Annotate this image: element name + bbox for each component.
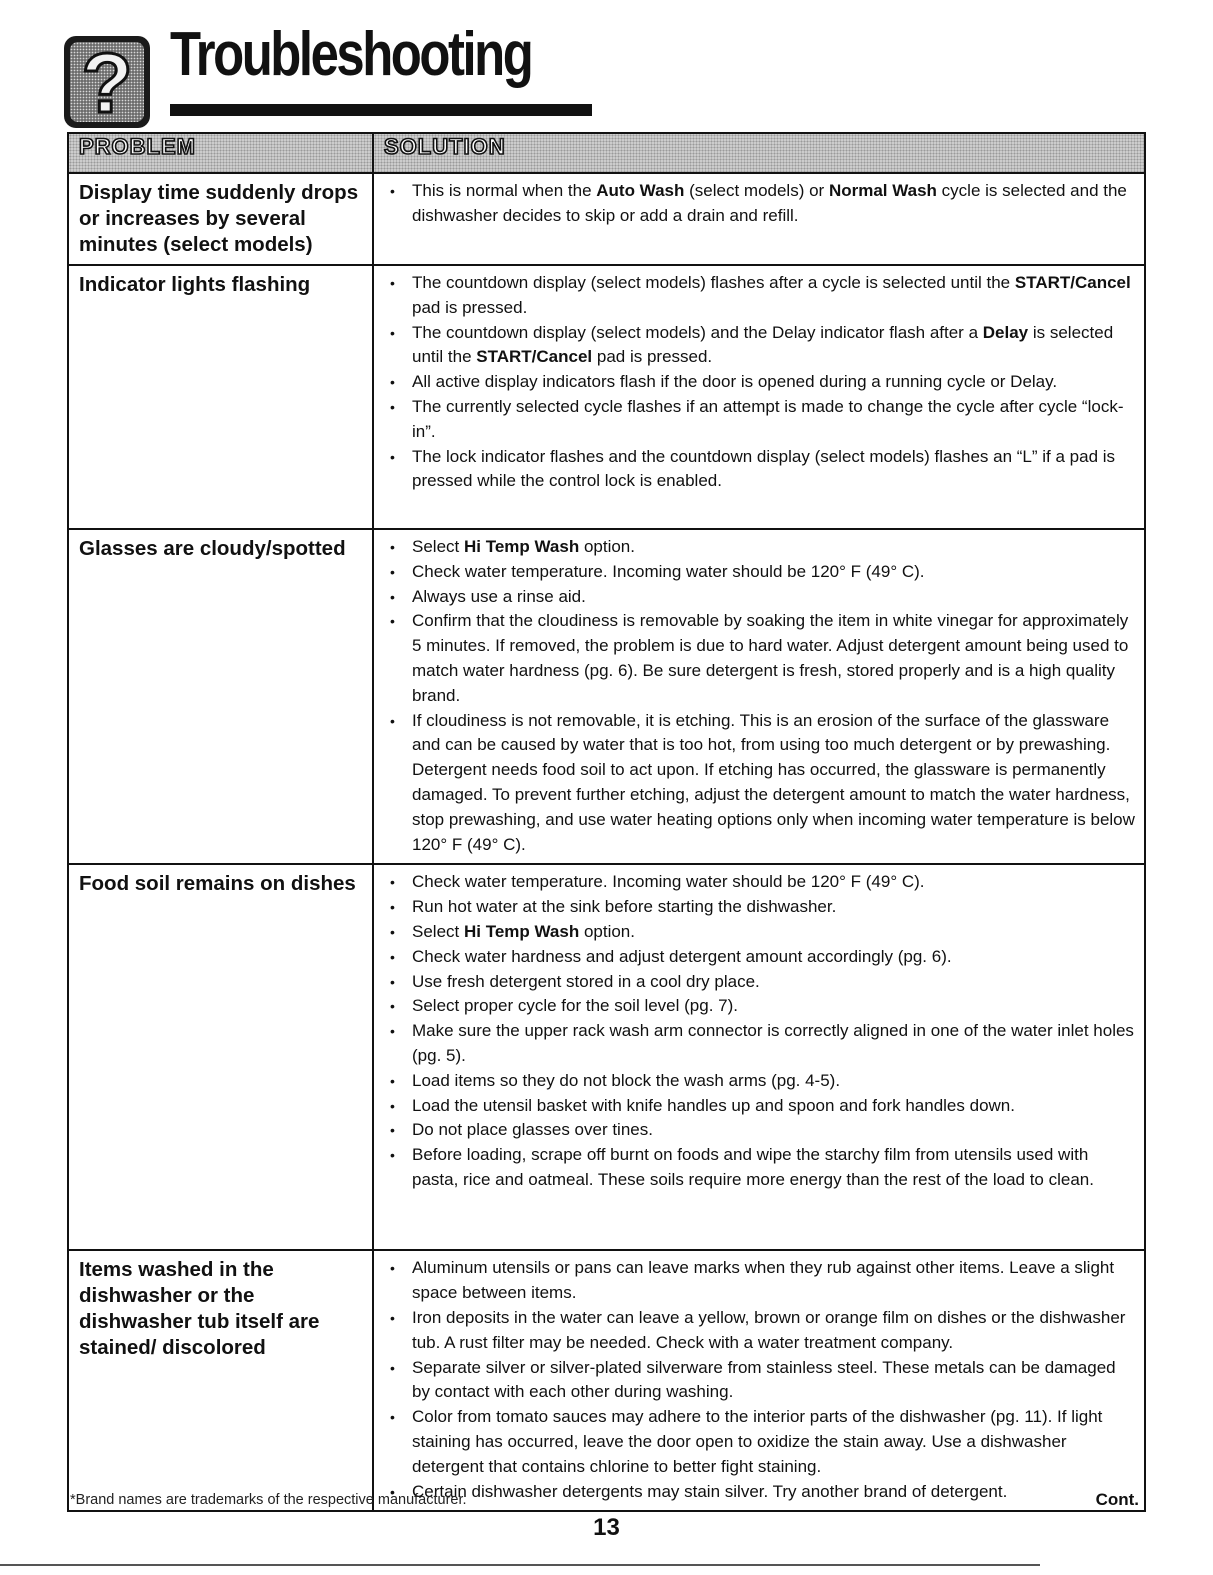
text-run: All active display indicators flash if the door is opened during a running cycle or Delay. [412, 372, 1058, 392]
solution-cell [373, 265, 1145, 529]
text-run: Use fresh detergent stored in a cool dry place. [412, 971, 760, 991]
text-run: Color from tomato sauces may adhere to the interior parts of the dishwasher (pg. 11). If light staining has occurred, leave the door open to oxidize the stain away. Use a dishwasher detergent that contains chlorine to better fight staining. [412, 1407, 1103, 1476]
list-item [386, 560, 1136, 585]
list-item [386, 1256, 1136, 1306]
list-item [386, 321, 1136, 371]
text-run: is selected until the [412, 322, 1114, 367]
text-run: Select proper cycle for the soil level (pg. 7). [412, 996, 738, 1016]
emphasized-term: START/Cancel [1014, 273, 1131, 292]
solution-cell [373, 173, 1145, 265]
text-run: Before loading, scrape off burnt on foods and wipe the starchy film from utensils used with pasta, rice and oatmeal. These soils require more energy than the rest of the load to clean. [412, 1145, 1094, 1189]
list-item [386, 709, 1136, 858]
list-item [386, 370, 1136, 395]
list-item [386, 895, 1136, 920]
text-run: cycle is selected and the dishwasher decides to skip or add a drain and refill. [412, 181, 1127, 225]
text-run: Aluminum utensils or pans can leave marks when they rub against other items. Leave a slight space between items. [412, 1258, 1115, 1303]
problem-cell: Items washed in the dishwasher or the dishwasher tub itself are stained/ discolored [68, 1250, 373, 1511]
page-number: 13 [593, 1514, 620, 1541]
table-row [68, 265, 1145, 529]
text-run: Check water temperature. Incoming water should be 120° F (49° C). [412, 561, 925, 581]
text-run: Do not place glasses over tines. [412, 1120, 653, 1140]
solution-cell [373, 1250, 1145, 1511]
problem-cell: Food soil remains on dishes [68, 864, 373, 1250]
solution-cell [373, 529, 1145, 864]
footnote: *Brand names are trademarks of the respective manufacturer. [70, 1492, 467, 1508]
emphasized-term: Delay [982, 322, 1029, 342]
page-header [64, 14, 534, 128]
text-run: The lock indicator flashes and the countdown display (select models) flashes an “L” if a pad is pressed while the control lock is enabled. [412, 446, 1116, 491]
table-row [68, 1250, 1145, 1511]
list-item [386, 994, 1136, 1019]
text-run: option. [579, 537, 635, 556]
list-item [386, 1480, 1136, 1505]
text-run: (select models) or [684, 181, 829, 200]
solution-list [386, 179, 1136, 229]
table-row [68, 864, 1145, 1250]
text-run: Check water temperature. Incoming water should be 120° F (49° C). [412, 872, 925, 892]
table-row [68, 173, 1145, 265]
list-item [386, 1306, 1136, 1356]
text-run: Confirm that the cloudiness is removable by soaking the item in white vinegar for approximately 5 minutes. If removed, the problem is due to hard water. Adjust detergent amount being used to match water hardness (pg. 6). Be sure detergent is fresh, stored properly and is a high quality brand. [412, 611, 1129, 705]
emphasized-term: Normal Wash [828, 181, 937, 200]
text-run: Always use a rinse aid. [412, 586, 586, 606]
question-mark-icon [64, 36, 150, 128]
troubleshooting-table [67, 132, 1146, 1512]
list-item [386, 1019, 1136, 1069]
text-run: pad is pressed. [412, 297, 528, 317]
list-item [386, 1143, 1136, 1193]
list-item [386, 1094, 1136, 1119]
solution-cell [373, 864, 1145, 1250]
table-body [68, 173, 1145, 1511]
problem-header: PROBLEM [68, 133, 373, 173]
list-item [386, 1356, 1136, 1406]
text-run: Iron deposits in the water can leave a yellow, brown or orange film on dishes or the dishwasher tub. A rust filter may be needed. Check with a water treatment company. [412, 1307, 1126, 1352]
solution-list [386, 271, 1136, 494]
text-run: Load items so they do not block the wash arms (pg. 4-5). [412, 1070, 841, 1090]
text-run: Separate silver or silver-plated silverware from stainless steel. These metals can be damaged by contact with each other during washing. [412, 1357, 1116, 1402]
problem-cell: Display time suddenly drops or increases by several minutes (select models) [68, 173, 373, 265]
text-run: Check water hardness and adjust detergent amount accordingly (pg. 6). [412, 946, 952, 966]
solution-list [386, 1256, 1136, 1504]
list-item [386, 585, 1136, 610]
list-item [386, 535, 1136, 560]
text-run: Select [412, 537, 464, 556]
text-run: If cloudiness is not removable, it is etching. This is an erosion of the surface of the glassware and can be caused by water that is too hot, from using too much detergent or by prewashing. Detergent needs food soil to act upon. If etching has occurred, the glassware is permanently damaged. To prevent further etching, adjust the detergent amount to match the water hardness, stop prewashing, and use water heating options only when incoming water temperature is below 120° F (49° C). [412, 710, 1135, 854]
text-run: pad is pressed. [592, 347, 713, 367]
problem-cell: Glasses are cloudy/spotted [68, 529, 373, 864]
emphasized-term: START/Cancel [476, 347, 593, 367]
text-run: option. [579, 921, 635, 941]
list-item [386, 1118, 1136, 1143]
list-item [386, 395, 1136, 445]
list-item [386, 1405, 1136, 1479]
list-item [386, 271, 1136, 321]
solution-list [386, 535, 1136, 857]
text-run: The countdown display (select models) and the Delay indicator flash after a [412, 322, 983, 342]
list-item [386, 179, 1136, 229]
list-item [386, 970, 1136, 995]
emphasized-term: Hi Temp Wash [463, 537, 580, 556]
list-item [386, 1069, 1136, 1094]
text-run: The currently selected cycle flashes if an attempt is made to change the cycle after cycle “lock-in”. [412, 396, 1124, 441]
list-item [386, 945, 1136, 970]
list-item [386, 920, 1136, 945]
text-run: Select [412, 921, 464, 941]
title-underline [170, 104, 592, 116]
text-run: Make sure the upper rack wash arm connector is correctly aligned in one of the water inlet holes (pg. 5). [412, 1021, 1134, 1065]
table-row [68, 529, 1145, 864]
text-run: Load the utensil basket with knife handles up and spoon and fork handles down. [412, 1095, 1015, 1115]
text-run: This is normal when the [412, 181, 597, 200]
emphasized-term: Hi Temp Wash [463, 921, 580, 941]
svg-text:?: ? [81, 36, 133, 128]
text-run: Run hot water at the sink before starting the dishwasher. [412, 897, 837, 917]
text-run: Certain dishwasher detergents may stain silver. Try another brand of detergent. [412, 1481, 1008, 1501]
emphasized-term: Auto Wash [596, 181, 685, 200]
text-run: The countdown display (select models) flashes after a cycle is selected until the [412, 273, 1015, 292]
list-item [386, 445, 1136, 495]
list-item [386, 870, 1136, 895]
bottom-rule [0, 1564, 1040, 1566]
continued-label: Cont. [1095, 1490, 1139, 1509]
solution-list [386, 870, 1136, 1192]
table-header-row [68, 133, 1145, 173]
page-title: Troubleshooting [170, 20, 532, 89]
problem-cell: Indicator lights flashing [68, 265, 373, 529]
solution-header: SOLUTION [373, 133, 1145, 173]
list-item [386, 609, 1136, 708]
